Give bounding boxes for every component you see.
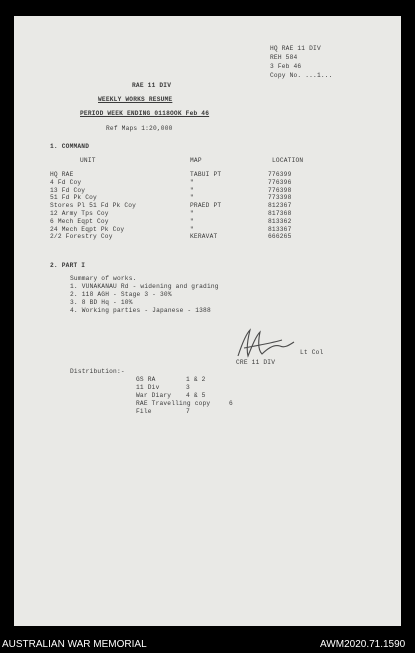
col-location-header: LOCATION — [272, 157, 304, 164]
summary-item: 4. Working parties - Japanese - 1388 — [70, 307, 211, 314]
unit-row-unit: 51 Fd Pk Coy — [50, 194, 97, 202]
footer-bar — [0, 633, 415, 653]
header-line-3: 3 Feb 46 — [270, 63, 302, 70]
footer-institution: AUSTRALIAN WAR MEMORIAL — [2, 639, 147, 650]
handwritten-signature — [234, 326, 304, 360]
distribution-to: War Diary — [136, 392, 172, 399]
unit-row-location: 773398 — [268, 194, 292, 202]
unit-row-map: KERAVAT — [190, 233, 218, 241]
unit-row-unit: 12 Army Tps Coy — [50, 210, 109, 217]
unit-row-location: 776399 — [268, 171, 292, 178]
unit-row-location: 817368 — [268, 210, 292, 217]
col-map-header: MAP — [190, 157, 202, 164]
unit-row-unit: 2/2 Forestry Coy — [50, 233, 113, 241]
unit-row-unit: 24 Mech Eqpt Pk Coy — [50, 225, 125, 233]
unit-row-location: 666265 — [268, 233, 292, 241]
unit-row-location: 813367 — [268, 225, 292, 233]
org-title: RAE 11 DIV — [132, 82, 172, 89]
distribution-to: GS RA — [136, 376, 156, 383]
report-title: WEEKLY WORKS RESUME — [98, 96, 173, 103]
document-page — [14, 16, 401, 626]
summary-label: Summary of works. — [70, 275, 137, 282]
section1-heading: 1. COMMAND — [50, 143, 90, 150]
unit-row-map: " — [190, 194, 194, 202]
distribution-to: RAE Travelling copy — [136, 400, 211, 407]
unit-row-location: 776396 — [268, 178, 292, 186]
summary-item: 2. 118 AGH - Stage 3 - 30% — [70, 291, 172, 298]
unit-row-unit: HQ RAE — [50, 171, 74, 178]
unit-row-unit: 13 Fd Coy — [50, 186, 86, 194]
distribution-copy: 4 & 5 — [186, 392, 206, 399]
unit-row-location: 776398 — [268, 186, 292, 194]
period-title: PERIOD WEEK ENDING 0118OOK Feb 46 — [80, 110, 210, 117]
unit-row-location: 813362 — [268, 217, 292, 225]
unit-row-map: " — [190, 217, 194, 225]
signature-title: CRE 11 DIV — [236, 359, 276, 366]
unit-row-map: " — [190, 186, 194, 194]
header-line-1: HQ RAE 11 DIV — [270, 45, 321, 52]
unit-row-unit: Stores Pl 51 Fd Pk Coy — [50, 202, 137, 210]
unit-row-map: " — [190, 178, 194, 186]
ref-maps: Ref Maps 1:20,000 — [106, 125, 173, 132]
section2-heading: 2. PART I — [50, 262, 86, 269]
distribution-copy: 6 — [229, 400, 233, 407]
col-unit-header: UNIT — [80, 157, 96, 164]
unit-row-unit: 4 Fd Coy — [50, 178, 82, 186]
summary-item: 3. 8 BD Hq - 10% — [70, 299, 133, 306]
unit-row-map: " — [190, 210, 194, 217]
footer-accession-number: AWM2020.71.1590 — [320, 639, 406, 650]
distribution-copy: 3 — [186, 384, 190, 391]
distribution-copy: 1 & 2 — [186, 376, 206, 383]
distribution-to: 11 Div — [136, 384, 160, 391]
unit-row-unit: 6 Mech Eqpt Coy — [50, 217, 109, 225]
distribution-copy: 7 — [186, 408, 190, 415]
unit-row-map: TABUI PT — [190, 171, 222, 178]
signature-rank: Lt Col — [300, 349, 324, 356]
distribution-to: File — [136, 408, 152, 415]
header-line-2: REH 584 — [270, 54, 298, 61]
distribution-label: Distribution:- — [70, 368, 125, 375]
summary-item: 1. VUNAKANAU Rd - widening and grading — [70, 283, 219, 290]
header-line-4: Copy No. ...1... — [270, 72, 333, 79]
unit-row-map: PRAED PT — [190, 202, 222, 210]
unit-row-map: " — [190, 225, 194, 233]
unit-row-location: 812367 — [268, 202, 292, 210]
